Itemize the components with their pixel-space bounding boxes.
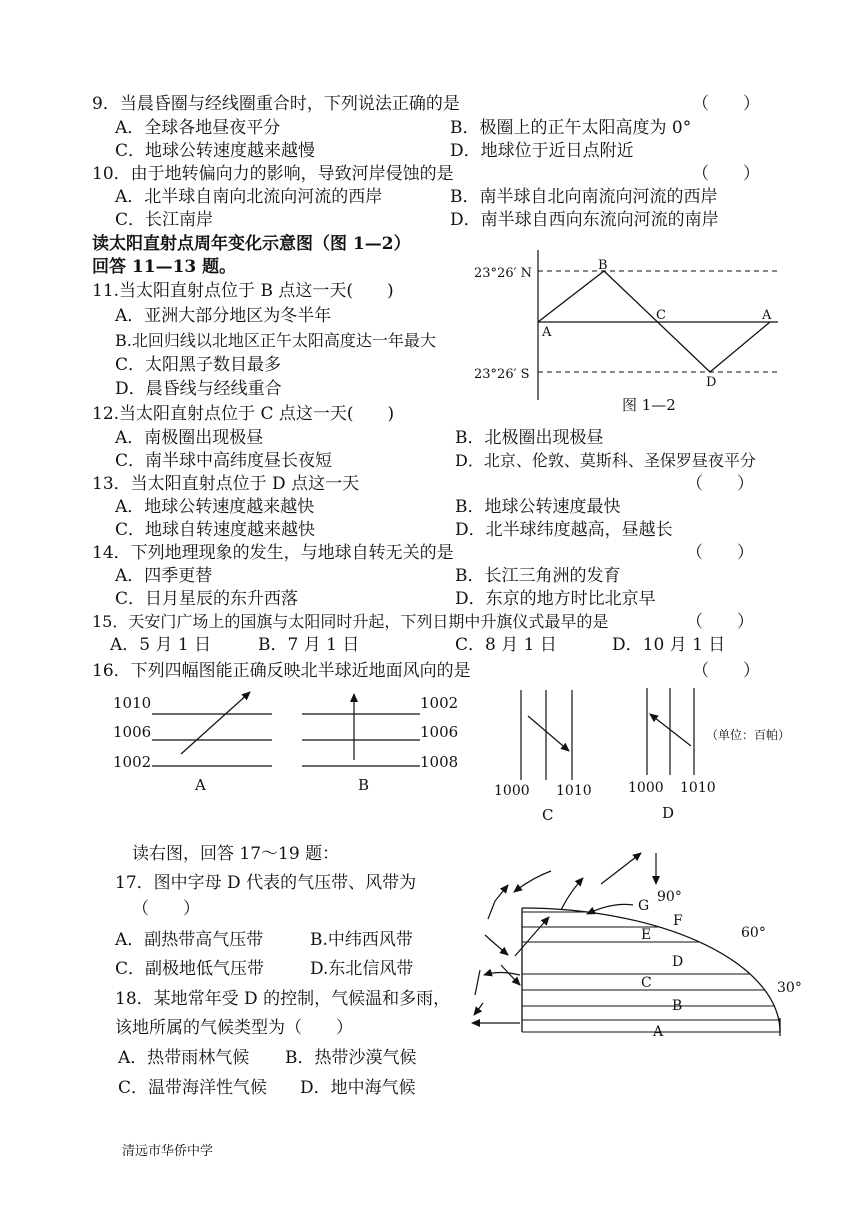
q10-stem: 10．由于地转偏向力的影响，导致河岸侵蚀的是: [92, 164, 454, 184]
q10-option-d: D．南半球自西向东流向河流的南岸: [450, 210, 719, 230]
fig17-letter-f: F: [673, 913, 683, 929]
q17-option-a: A．副热带高气压带: [115, 930, 264, 950]
fig16-a-1002: 1002: [113, 753, 152, 771]
q9-option-b: B．极圈上的正午太阳高度为 0°: [450, 118, 692, 138]
fig16-label-c: C: [542, 806, 554, 824]
intro-11-line2: 回答 11—13 题。: [92, 257, 237, 277]
q17-option-b: B.中纬西风带: [310, 930, 413, 950]
q11-option-b: B.北回归线以北地区正午太阳高度达一年最大: [115, 331, 436, 350]
fig17-letter-d: D: [672, 954, 684, 970]
q10-option-b: B．南半球自北向南流向河流的西岸: [450, 187, 718, 207]
fig12-caption: 图 1—2: [622, 396, 676, 414]
q12-option-d: D．北京、伦敦、莫斯科、圣保罗昼夜平分: [455, 451, 756, 470]
fig16-a-1006: 1006: [113, 723, 152, 741]
fig17-lat-60: 60°: [741, 925, 766, 941]
fig12-point-c: C: [656, 308, 666, 323]
q17-option-c: C．副极地低气压带: [115, 959, 265, 979]
q13-option-c: C．地球自转速度越来越快: [115, 520, 316, 540]
q10-option-a: A．北半球自南向北流向河流的西岸: [115, 187, 383, 207]
q10-paren: （ ）: [692, 164, 760, 184]
q17-stem-2: （ ）: [132, 899, 200, 919]
q18-option-c: C．温带海洋性气候: [118, 1078, 268, 1098]
q15-option-a: A．5 月 1 日: [110, 635, 212, 655]
fig16-d-1010: 1010: [680, 780, 716, 796]
fig12-s-label: 23°26′ S: [474, 367, 530, 382]
q11-option-a: A．亚洲大部分地区为冬半年: [115, 306, 332, 326]
q11-option-d: D．晨昏线与经线重合: [115, 379, 282, 399]
q16-stem: 16．下列四幅图能正确反映北半球近地面风向的是: [92, 661, 471, 681]
fig16-b-1002: 1002: [420, 694, 459, 712]
fig16-b-1008: 1008: [420, 753, 459, 771]
q9-stem: 9．当晨昏圈与经线圈重合时，下列说法正确的是: [92, 94, 460, 114]
q13-option-a: A．地球公转速度越来越快: [115, 497, 315, 517]
q12-option-a: A．南极圈出现极昼: [115, 428, 264, 448]
intro-17: 读右图，回答 17～19 题：: [132, 844, 340, 864]
fig12-point-b: B: [598, 258, 608, 273]
fig17-letter-b: B: [672, 998, 683, 1014]
q11-stem: 11.当太阳直射点位于 B 点这一天( ): [92, 281, 394, 301]
q9-option-d: D．地球位于近日点附近: [450, 141, 634, 161]
q15-option-c: C．8 月 1 日: [455, 635, 557, 655]
q14-option-b: B．长江三角洲的发育: [455, 566, 621, 586]
q15-option-b: B．7 月 1 日: [258, 635, 360, 655]
q18-option-b: B．热带沙漠气候: [285, 1048, 417, 1068]
q14-option-a: A．四季更替: [115, 566, 213, 586]
q13-stem: 13．当太阳直射点位于 D 点这一天: [92, 474, 360, 494]
fig16-label-b: B: [358, 776, 370, 794]
fig17-letter-a: A: [653, 1024, 664, 1040]
fig16-d-1000: 1000: [628, 780, 664, 796]
fig16-unit: （单位：百帕）: [706, 728, 791, 742]
q18-stem-2: 该地所属的气候类型为（ ）: [115, 1018, 353, 1038]
q17-option-d: D.东北信风带: [310, 959, 414, 979]
intro-11-line1: 读太阳直射点周年变化示意图（图 1—2）: [92, 234, 411, 254]
q11-option-c: C．太阳黑子数目最多: [115, 355, 282, 375]
q15-paren: （ ）: [686, 612, 754, 632]
q14-stem: 14．下列地理现象的发生，与地球自转无关的是: [92, 543, 454, 563]
fig17-lat-90: 90°: [657, 889, 682, 905]
q9-option-a: A．全球各地昼夜平分: [115, 118, 281, 138]
fig12-point-a2: A: [762, 308, 772, 323]
fig12-point-d: D: [706, 375, 717, 390]
q9-paren: （ ）: [692, 94, 760, 114]
q18-stem-1: 18．某地常年受 D 的控制，气候温和多雨，: [115, 989, 451, 1009]
footer-school-name: 清远市华侨中学: [122, 1144, 214, 1159]
q10-option-c: C．长江南岸: [115, 210, 214, 230]
fig16-b-1006: 1006: [420, 723, 459, 741]
fig16-label-a: A: [195, 776, 206, 794]
fig16-c-1010: 1010: [556, 783, 592, 799]
q12-option-c: C．南半球中高纬度昼长夜短: [115, 451, 333, 471]
fig17-letter-g: G: [638, 898, 650, 914]
q14-option-d: D．东京的地方时比北京早: [455, 589, 656, 609]
q14-paren: （ ）: [686, 543, 754, 563]
fig17-letter-e: E: [641, 927, 652, 943]
q17-stem-1: 17．图中字母 D 代表的气压带、风带为: [115, 873, 417, 893]
fig12-point-a: A: [542, 325, 552, 340]
q14-option-c: C．日月星辰的东升西落: [115, 589, 299, 609]
fig12-n-label: 23°26′ N: [474, 266, 533, 281]
q15-stem: 15．天安门广场上的国旗与太阳同时升起，下列日期中升旗仪式最早的是: [92, 612, 609, 631]
fig16-a-1010: 1010: [113, 694, 152, 712]
q12-stem: 12.当太阳直射点位于 C 点这一天( ): [92, 404, 395, 424]
q13-paren: （ ）: [686, 474, 754, 494]
q16-paren: （ ）: [692, 661, 760, 681]
q15-option-d: D．10 月 1 日: [612, 635, 726, 655]
q12-option-b: B．北极圈出现极昼: [455, 428, 604, 448]
q18-option-a: A．热带雨林气候: [118, 1048, 250, 1068]
q13-option-d: D．北半球纬度越高，昼越长: [455, 520, 673, 540]
fig16-label-d: D: [662, 804, 675, 822]
fig17-lat-30: 30°: [777, 980, 802, 996]
fig16-c-1000: 1000: [494, 783, 530, 799]
q13-option-b: B．地球公转速度最快: [455, 497, 621, 517]
fig17-letter-c: C: [641, 975, 652, 991]
q18-option-d: D．地中海气候: [300, 1078, 416, 1098]
q9-option-c: C．地球公转速度越来越慢: [115, 141, 316, 161]
